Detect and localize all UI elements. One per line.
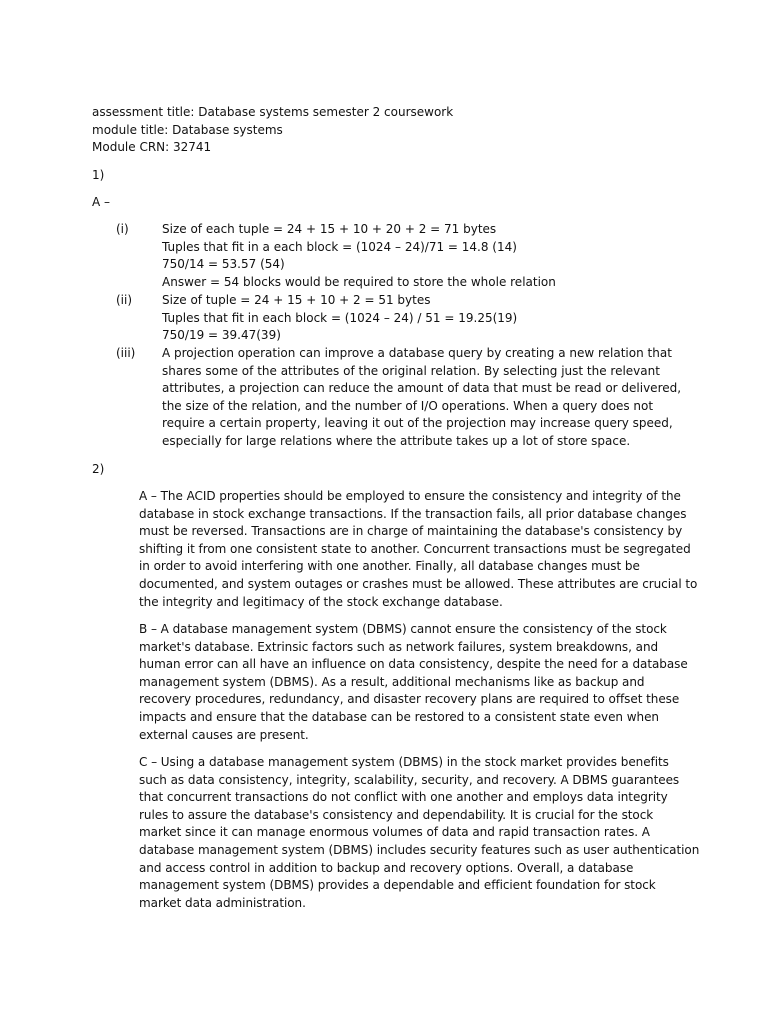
text-line: attributes, a projection can reduce the amount of data that must be read or delivered,: [162, 381, 682, 396]
roman-numeral: (ii): [116, 293, 133, 307]
text-line: such as data consistency, integrity, scalability, security, and recovery. A DBMS guarantees: [139, 772, 680, 787]
text-line: database in stock exchange transactions. If the transaction fails, all prior database changes: [139, 506, 687, 521]
module-crn: Module CRN: 32741: [92, 140, 212, 155]
question-number: 1): [92, 168, 105, 182]
text-line: in order to avoid interfering with one another. Finally, all database changes must be: [139, 559, 640, 574]
text-line: C – Using a database management system (DBMS) in the stock market provides benefits: [139, 755, 669, 769]
text-line: documented, and system outages or crashes must be allowed. These attributes are crucial to: [139, 576, 698, 591]
answer-paragraph-c: [139, 754, 700, 912]
text-line: A – The ACID properties should be employed to ensure the consistency and integrity of the: [139, 489, 681, 503]
calc-line: 750/14 = 53.57 (54): [162, 257, 285, 272]
calc-line: Size of tuple = 24 + 15 + 10 + 2 = 51 bytes: [162, 293, 431, 307]
calc-line: 750/19 = 39.47(39): [162, 328, 281, 343]
text-line: and access control in addition to backup and recovery options. Overall, a database: [139, 860, 634, 875]
answer-paragraph-b: [139, 621, 688, 744]
text-line: market since it can manage enormous volumes of data and rapid transaction rates. A: [139, 825, 650, 840]
text-line: market data administration.: [139, 895, 306, 910]
text-line: database management system (DBMS) includes security features such as user authentication: [139, 842, 700, 857]
text-line: management system (DBMS). As a result, additional mechanisms like as backup and: [139, 674, 645, 689]
question-2-number: [92, 461, 692, 479]
text-line: B – A database management system (DBMS) cannot ensure the consistency of the stock: [139, 622, 667, 636]
question-number: 2): [92, 462, 105, 476]
text-line: require a certain property, leaving it out of the projection may increase query speed,: [162, 416, 673, 431]
calc-line: Tuples that fit in a each block = (1024 – 24)/71 = 14.8 (14): [162, 239, 517, 254]
part-label: A –: [92, 195, 111, 209]
document-header: [92, 104, 692, 157]
sub-item-content: [162, 221, 682, 291]
text-line: human error can all have an influence on data consistency, despite the need for a database: [139, 657, 688, 672]
roman-numeral: (i): [116, 222, 129, 236]
text-line: external causes are present.: [139, 727, 309, 742]
text-line: recovery procedures, redundancy, and disaster recovery plans are required to offset these: [139, 692, 680, 707]
answer-paragraph-a: [139, 488, 698, 611]
text-line: that concurrent transactions do not conflict with one another and employs data integrity: [139, 790, 668, 805]
sub-item-content: [162, 345, 682, 451]
text-line: impacts and ensure that the database can be restored to a consistent state even when: [139, 709, 659, 724]
text-line: shifting it from one consistent state to another. Concurrent transactions must be segregated: [139, 541, 691, 556]
module-title: module title: Database systems: [92, 122, 283, 137]
text-line: rules to assure the database's consistency and dependability. It is crucial for the stock: [139, 807, 654, 822]
text-line: especially for large relations where the attribute takes up a lot of store space.: [162, 433, 631, 448]
calc-line: Answer = 54 blocks would be required to store the whole relation: [162, 274, 556, 289]
text-line: shares some of the attributes of the original relation. By selecting just the relevant: [162, 363, 660, 378]
calc-line: Size of each tuple = 24 + 15 + 10 + 20 + 2 = 71 bytes: [162, 222, 497, 236]
text-line: A projection operation can improve a database query by creating a new relation that: [162, 346, 672, 360]
question-1-number: [92, 167, 692, 185]
text-line: the size of the relation, and the number of I/O operations. When a query does not: [162, 398, 654, 413]
question-1-part-a-label: [92, 194, 692, 212]
text-line: management system (DBMS) provides a dependable and efficient foundation for stock: [139, 878, 656, 893]
roman-numeral: (iii): [116, 346, 136, 360]
calc-line: Tuples that fit in each block = (1024 – 24) / 51 = 19.25(19): [162, 310, 518, 325]
text-line: the integrity and legitimacy of the stock exchange database.: [139, 594, 503, 609]
text-line: must be reversed. Transactions are in charge of maintaining the database's consistency by: [139, 524, 683, 539]
text-line: market's database. Extrinsic factors such as network failures, system breakdowns, and: [139, 639, 659, 654]
sub-item-content: [162, 292, 682, 345]
assessment-title: assessment title: Database systems semester 2 coursework: [92, 105, 454, 119]
